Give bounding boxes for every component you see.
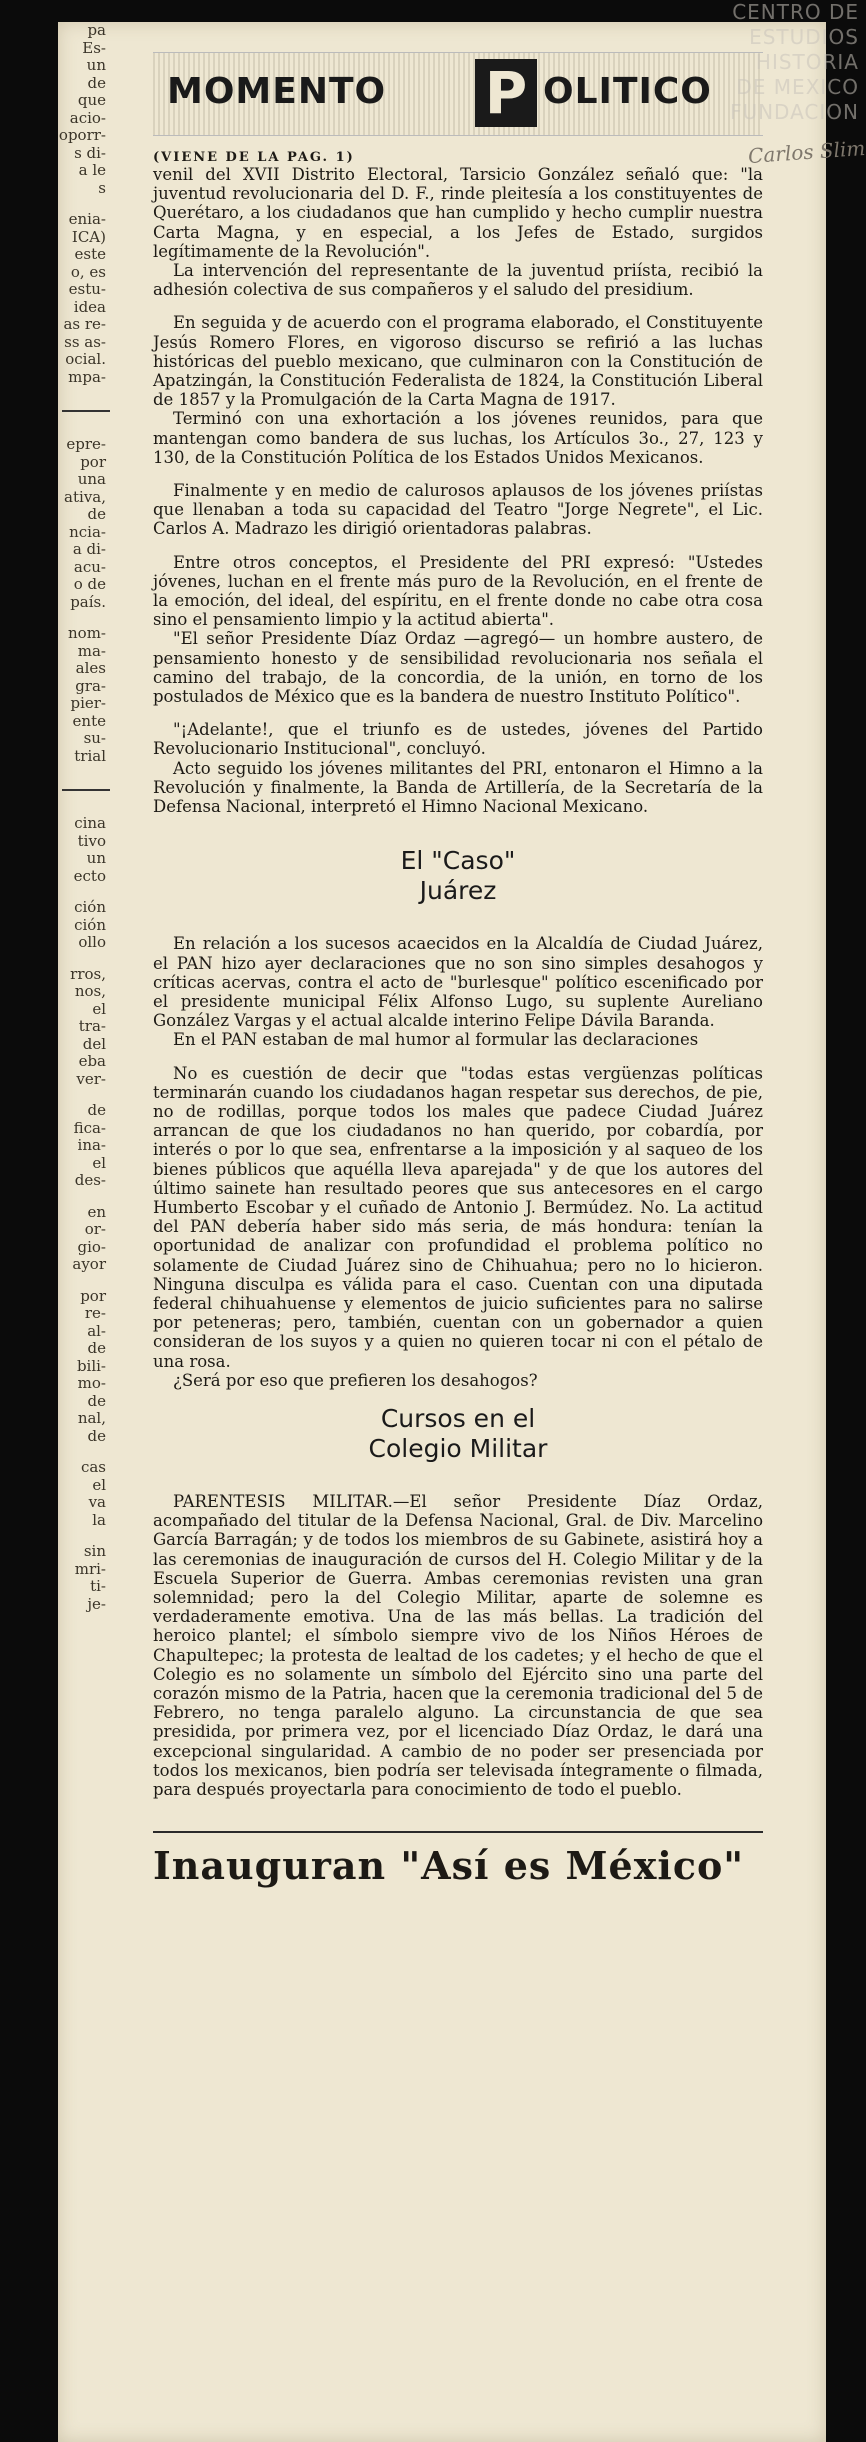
fragment-line: este — [74, 245, 106, 263]
column-gap — [58, 197, 110, 211]
fragment-line: gra- — [75, 676, 106, 695]
fragment-line: ma- — [77, 641, 106, 660]
fragment-line: una — [77, 470, 106, 488]
fragment-line: en — [87, 1202, 106, 1221]
paragraph: "¡Adelante!, que el triunfo es de ustedes, jóvenes del Partido Revolucionario Institucional", concluyó. — [153, 720, 763, 759]
fragment-line: el — [92, 1475, 106, 1494]
continued-from-label: (VIENE DE LA PAG. 1) — [153, 150, 355, 165]
masthead-letter-p: P — [475, 59, 537, 127]
fragment-line: nal, — [77, 1409, 106, 1427]
fragment-line: bili- — [76, 1356, 106, 1375]
fragment-line: a di- — [72, 540, 106, 558]
fragment-line: pier- — [70, 694, 106, 712]
fragment-line: oporr- — [58, 126, 106, 144]
fragment-line: ativa, — [64, 487, 106, 506]
paragraph: PARENTESIS MILITAR.—El señor Presidente Díaz Ordaz, acompañado del titular de la Defensa Nacional, Gral. de Div. Marcelino García Barragán; y de todos los miembros de su Gabinete, asistirá hoy a las ceremonias de inauguración de cursos del H. Colegio Militar y de la Escuela Superior de Guerra. Ambas ceremonias revisten una gran solemnidad; pero la del Colegio Militar, aparte de solemne es verdaderamente emotiva. Una de las más bellas. La tradición del heroico plantel; el símbolo siempre vivo de los Niños Héroes de Chapultepec; la protesta de lealtad de los cadetes; y el hecho de que el Colegio es no solamente un símbolo del Ejército sino una parte del corazón mismo de la Patria, hacen que la ceremonia tradicional del 5 de Febrero, no tenga paralelo alguno. La circunstancia de que sea presidida, por primera vez, por el licenciado Díaz Ordaz, le dará una excepcional singularidad. A cambio de no poder ser presenciada por todos los mexicanos, bien podría ser televisada íntegramente o filmada, para después proyectarla para conocimiento de todo el pueblo. — [153, 1491, 763, 1800]
fragment-line: de — [87, 73, 106, 92]
fragment-line: tra- — [78, 1017, 106, 1035]
column-gap — [58, 952, 110, 966]
fragment-line: fica- — [73, 1118, 106, 1137]
fragment-line: ollo — [78, 933, 106, 951]
fragment-line: tivo — [77, 831, 106, 850]
column-gap — [58, 611, 110, 625]
fragment-line: epre- — [66, 435, 106, 453]
column-rule — [62, 410, 110, 412]
fragment-line: ayor — [72, 1255, 106, 1273]
fragment-line: ss as- — [64, 332, 106, 351]
column-gap — [58, 885, 110, 899]
column-gap — [58, 1445, 110, 1459]
fragment-line: del — [82, 1034, 106, 1053]
paragraph: En el PAN estaban de mal humor al formular las declaraciones — [173, 1030, 699, 1050]
paragraph: Acto seguido los jóvenes militantes del PRI, entonaron el Himno a la Revolución y finalmente, la Banda de Artillería, de la Secretaría de la Defensa Nacional, interpretó el Himno Nacional Mexicano. — [153, 758, 763, 817]
fragment-line: un — [86, 56, 106, 74]
paragraph: En seguida y de acuerdo con el programa elaborado, el Constituyente Jesús Romero Flores, en vigoroso discurso se refirió a las luchas históricas del pueblo mexicano, que culminaron con la Constitución de Apatzingán, la Constitución Federalista de 1824, la Constitución Liberal de 1857 y la Promulgación de la Carta Magna de 1917. — [153, 313, 763, 410]
fragment-line: cas — [80, 1458, 106, 1476]
fragment-line: acu- — [73, 557, 106, 576]
fragment-line: ecto — [73, 866, 106, 885]
fragment-line: al- — [87, 1321, 106, 1340]
fragment-line: des- — [74, 1171, 106, 1189]
fragment-line: rros, — [70, 964, 106, 983]
masthead-word-politico: OLITICO — [543, 71, 712, 112]
stamp-line: FUNDACION — [729, 100, 859, 124]
fragment-line: de — [87, 1101, 106, 1119]
fragment-line: o, es — [70, 262, 106, 281]
fragment-line: or- — [84, 1220, 106, 1238]
stamp-line: ESTUDIOS — [749, 25, 859, 49]
next-headline: Inauguran "Así es México" — [153, 1843, 745, 1889]
paragraph: Entre otros conceptos, el Presidente del PRI expresó: "Ustedes jóvenes, luchan en el frente más puro de la Revolución, en el frente de la emoción, del ideal, del espíritu, en el frente donde no cabe otra cosa sino el pensamiento limpio y la actitud abierta". — [153, 552, 763, 630]
subheading-colegio-militar — [153, 1404, 763, 1464]
column-main — [153, 22, 763, 1888]
column-gap — [58, 1274, 110, 1288]
fragment-line: idea — [73, 297, 106, 316]
fragment-line: enia- — [68, 210, 106, 228]
fragment-line: mri- — [74, 1559, 106, 1578]
article-body — [153, 165, 763, 1799]
fragment-line: su- — [83, 729, 106, 747]
fragment-line: ncia- — [69, 522, 106, 541]
fragment-line: ver- — [76, 1069, 106, 1088]
fragment-line: ales — [75, 659, 106, 677]
paragraph: No es cuestión de decir que "todas estas vergüenzas políticas terminarán cuando los ciudadanos hagan respetar sus derechos, de pie, no de rodillas, porque todos los males que padece Ciudad Juárez arrancan de que los ciudadanos no han querido, por cobardía, por interés o por lo que sea, enfrentarse a la imposición y al saqueo de los bienes públicos que aquélla lleva aparejada" y de que los autores del último sainete han resultado peores que sus antecesores en el cargo Humberto Escobar y el cuñado de Antonio J. Bermúdez. No. La actitud del PAN debería haber sido más seria, de más hondura: tenían la oportunidad de analizar con profundidad el problema político no solamente de Ciudad Juárez sino de Chihuahua; pero no lo hicieron. Ninguna disculpa es válida para el caso. Cuentan con una diputada federal chihuahuense y elementos de juicio suficientes para no salirse por peteneras; pero, también, cuentan con un gobernador a quien consideran de los suyos y a quien no quieren tocar ni con el pétalo de una rosa. — [153, 1063, 763, 1371]
handwritten-signature: Carlos Slim — [747, 135, 866, 169]
paragraph: Terminó con una exhortación a los jóvenes reunidos, para que mantengan como bandera de sus luchas, los Artículos 3o., 27, 123 y 130, de la Constitución Política de los Estados Unidos Mexicanos. — [153, 409, 763, 467]
adjacent-column-fragment — [58, 22, 110, 2442]
fragment-line: s di- — [74, 143, 106, 162]
paragraph: "El señor Presidente Díaz Ordaz —agregó— un hombre austero, de pensamiento honesto y de sensibilidad revolucionaria nos señala el camino del trabajo, de la concordia, de la unión, en torno de los postulados de México que es la bandera de nuestro Instituto Político". — [153, 629, 763, 707]
newspaper-clipping — [58, 21, 866, 2442]
paragraph: Finalmente y en medio de calurosos aplausos de los jóvenes priístas que llenaban a toda su capacidad del Teatro "Jorge Negrete", el Lic. Carlos A. Madrazo les dirigió orientadoras palabras. — [153, 481, 763, 539]
fragment-line: a le — [78, 161, 106, 179]
archive-watermark-stamp — [686, 0, 859, 125]
fragment-line: de — [87, 1339, 106, 1357]
subheading-caso-juarez — [153, 846, 763, 906]
fragment-line: Es- — [82, 38, 106, 57]
fragment-line: ti- — [90, 1577, 106, 1595]
fragment-line: acio- — [69, 108, 106, 127]
fragment-line: cina — [74, 814, 106, 832]
fragment-line: el — [92, 1153, 106, 1172]
fragment-line: as re- — [63, 315, 106, 333]
fragment-line: país. — [70, 592, 106, 611]
fragment-line: je- — [87, 1594, 106, 1613]
fragment-line: mo- — [77, 1374, 106, 1392]
fragment-line: o de — [73, 575, 106, 593]
fragment-line: ina- — [77, 1136, 106, 1154]
subheading-line: El "Caso" — [400, 846, 516, 876]
fragment-line: por — [80, 452, 106, 471]
divider — [153, 1831, 763, 1833]
column-gap — [58, 1529, 110, 1543]
fragment-line: de — [87, 1391, 106, 1410]
stamp-line: CENTRO DE — [732, 0, 859, 24]
fragment-line: el — [92, 999, 106, 1018]
fragment-line: gio- — [77, 1237, 106, 1256]
fragment-line: ción — [74, 915, 106, 934]
fragment-line: estu- — [68, 280, 106, 298]
fragment-line: nom- — [68, 624, 106, 642]
fragment-line: que — [77, 91, 106, 109]
fragment-line: ICA) — [71, 227, 106, 246]
fragment-line: trial — [74, 746, 106, 765]
column-gap — [58, 1190, 110, 1204]
fragment-line: nos, — [74, 982, 106, 1000]
masthead-banner — [153, 52, 763, 136]
paragraph: venil del XVII Distrito Electoral, Tarsicio González señaló que: "la juventud revolucionaria del D. F., rinde pleitesía a los constituyentes de Querétaro, a los ciudadanos que han cumplido y hecho cumplir nuestra Carta Magna, y en especial, a los Jefes de Estado, surgidos legítimamente de la Revolución". — [153, 165, 763, 261]
paragraph: La intervención del representante de la juventud priísta, recibió la adhesión colectiva de sus compañeros y el saludo del presidium. — [153, 261, 763, 300]
fragment-line: re- — [84, 1304, 106, 1322]
fragment-line: sin — [83, 1542, 106, 1560]
fragment-line: eba — [78, 1052, 106, 1070]
fragment-line: ente — [72, 711, 106, 730]
stamp-line: DE MEXICO — [736, 75, 859, 99]
fragment-line: s — [98, 178, 106, 197]
fragment-line: mpa- — [68, 367, 106, 386]
fragment-line: ocial. — [65, 350, 106, 368]
column-rule — [62, 789, 110, 791]
fragment-line: ción — [74, 898, 106, 916]
subheading-line: Juárez — [419, 876, 497, 906]
paragraph: ¿Será por eso que prefieren los desahogos? — [173, 1370, 538, 1390]
fragment-line: pa — [87, 21, 106, 39]
fragment-line: va — [88, 1493, 106, 1511]
fragment-line: de — [87, 1426, 106, 1445]
fragment-line: un — [86, 849, 106, 867]
fragment-line: la — [92, 1510, 106, 1529]
fragment-line: por — [80, 1286, 106, 1305]
subheading-line: Cursos en el — [380, 1403, 536, 1433]
masthead-word-momento: MOMENTO — [167, 71, 387, 112]
paragraph: En relación a los sucesos acaecidos en la Alcaldía de Ciudad Juárez, el PAN hizo ayer declaraciones que no son sino simples desahogos y críticas acervas, contra el acto de "burlesque" político escenificado por el presidente municipal Félix Alfonso Lugo, su suplente Aureliano González Vargas y el actual alcalde interino Felipe Dávila Baranda. — [153, 934, 763, 1031]
stamp-line: HISTORIA — [755, 50, 859, 74]
column-gap — [58, 1088, 110, 1102]
subheading-line: Colegio Militar — [368, 1433, 548, 1463]
fragment-line: de — [87, 505, 106, 523]
